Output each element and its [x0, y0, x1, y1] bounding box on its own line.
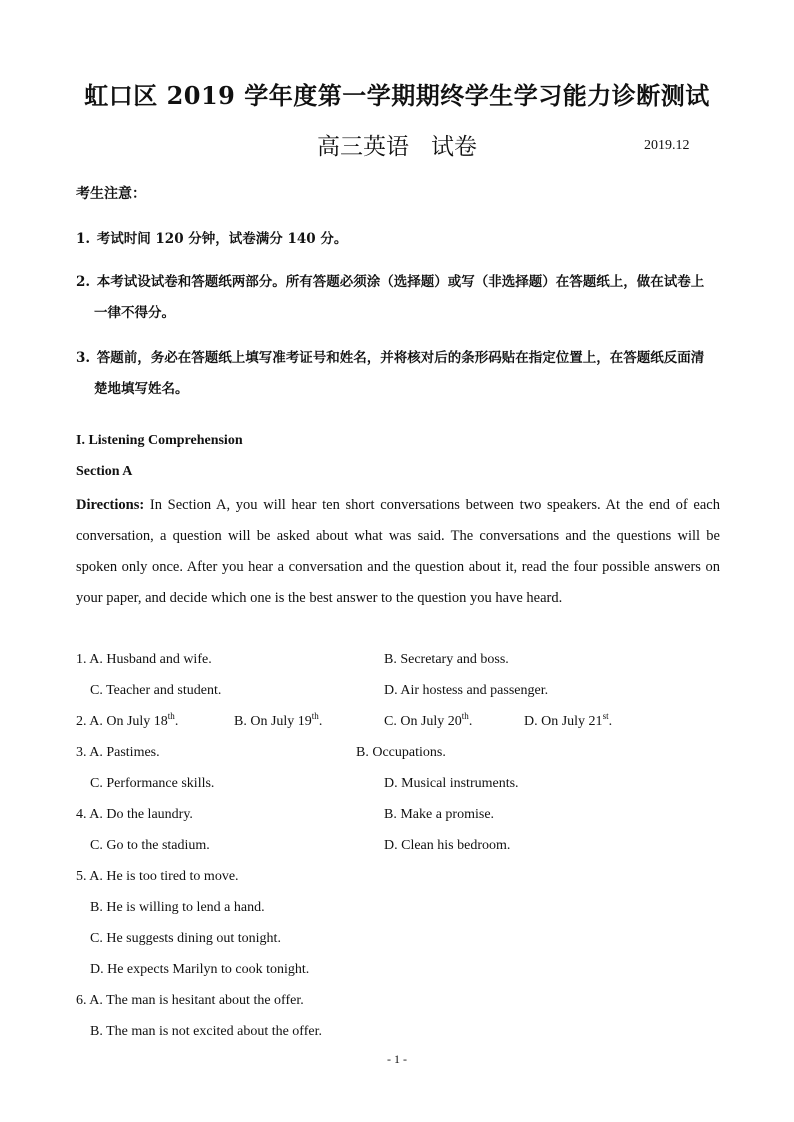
q1-option-a: 1. A. Husband and wife. — [76, 652, 212, 667]
rule-text-continued: 一律不得分。 — [94, 305, 175, 321]
q4-option-d: D. Clean his bedroom. — [384, 838, 511, 853]
paper-label: 试卷 — [431, 134, 477, 160]
notice-rule-1 — [76, 224, 726, 255]
section-title: Section A — [76, 464, 133, 479]
q3-option-d: D. Musical instruments. — [384, 776, 519, 791]
notice-rule-2 — [76, 267, 726, 329]
rule-text: 本考试设试卷和答题纸两部分。所有答题必须涂（选择题）或写（非选择题）在答题纸上，做在试卷上 — [96, 274, 705, 290]
rule-text: 考试时间 120 分钟，试卷满分 140 分。 — [96, 231, 348, 247]
directions-paragraph — [76, 490, 720, 614]
page-number: - 1 - — [387, 1052, 407, 1066]
q4-option-a: 4. A. Do the laundry. — [76, 807, 193, 822]
q3-option-b: B. Occupations. — [356, 745, 446, 760]
q4-option-b: B. Make a promise. — [384, 807, 495, 822]
q2-option-d: D. On July 21st. — [524, 711, 613, 729]
notice-heading: 考生注意： — [76, 186, 146, 202]
directions-label: Directions: — [76, 497, 145, 513]
q5-option-c: C. He suggests dining out tonight. — [90, 931, 281, 946]
notice-rule-3 — [76, 343, 726, 405]
exam-title: 虹口区 2019 学年度第一学期期终学生学习能力诊断测试 — [84, 81, 710, 110]
q1-option-d: D. Air hostess and passenger. — [384, 683, 549, 698]
rule-text: 答题前，务必在答题纸上填写准考证号和姓名，并将核对后的条形码贴在指定位置上，在答题纸反面清 — [96, 350, 705, 366]
q2-option-b: B. On July 19th. — [234, 711, 323, 729]
q1-option-c: C. Teacher and student. — [90, 683, 222, 698]
q3-option-c: C. Performance skills. — [90, 776, 215, 791]
rule-text-continued: 楚地填写姓名。 — [94, 381, 189, 397]
q2-option-a: 2. A. On July 18th. — [76, 711, 179, 729]
q5-option-b: B. He is willing to lend a hand. — [90, 900, 265, 915]
part-title: I. Listening Comprehension — [76, 433, 243, 448]
q1-option-b: B. Secretary and boss. — [384, 652, 509, 667]
directions-text: In Section A, you will hear ten short conversations between two speakers. At the end of each conversation, a question will be asked about what was said. The conversations and the questions will be spoken only once. After you hear a conversation and the question about it, read the four possible answers on your paper, and decide which one is the best answer to the question you have heard. — [76, 497, 720, 606]
q6-option-b: B. The man is not excited about the offer. — [90, 1024, 322, 1039]
q3-option-a: 3. A. Pastimes. — [76, 745, 160, 760]
q4-option-c: C. Go to the stadium. — [90, 838, 210, 853]
q6-option-a: 6. A. The man is hesitant about the offer. — [76, 993, 304, 1008]
subject-label: 高三英语 — [317, 134, 409, 160]
rule-number: 1. — [76, 231, 91, 247]
q5-option-a: 5. A. He is too tired to move. — [76, 869, 239, 884]
rule-number: 2. — [76, 274, 91, 290]
exam-date: 2019.12 — [644, 138, 690, 153]
q2-option-c: C. On July 20th. — [384, 711, 473, 729]
rule-number: 3. — [76, 350, 91, 366]
q5-option-d: D. He expects Marilyn to cook tonight. — [90, 962, 310, 977]
